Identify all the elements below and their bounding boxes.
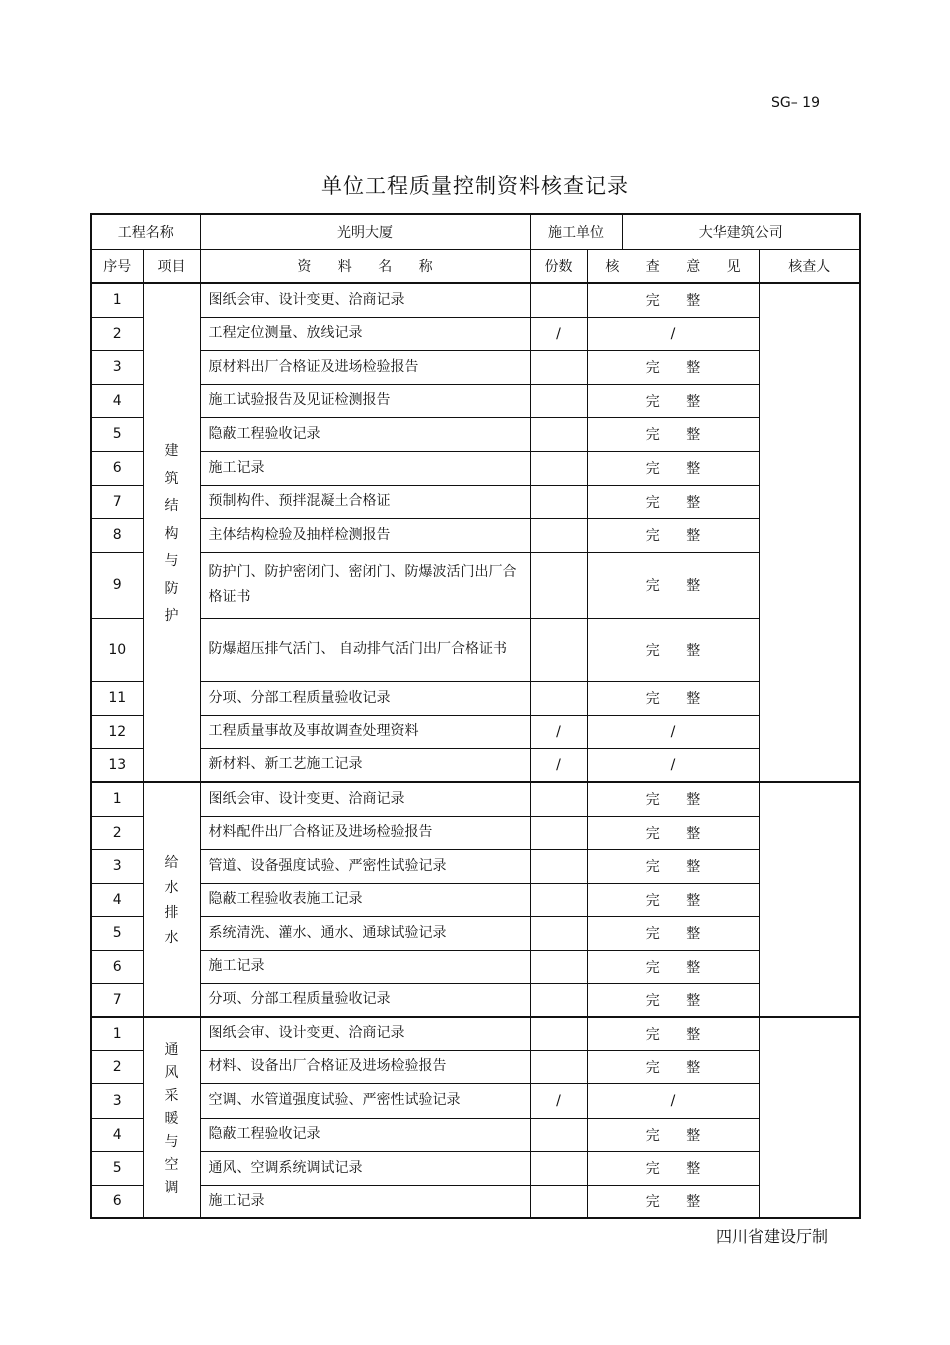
row-seq: 10 <box>91 618 143 681</box>
row-copies <box>530 1118 587 1151</box>
row-copies <box>530 950 587 983</box>
table-row <box>91 983 860 1017</box>
row-seq: 2 <box>91 816 143 849</box>
category-char: 通 <box>164 1041 179 1058</box>
column-header-row <box>91 249 860 283</box>
row-seq: 2 <box>91 317 143 350</box>
row-seq: 1 <box>91 782 143 816</box>
category-char: 风 <box>164 1064 179 1081</box>
row-opinion: 完 整 <box>587 782 759 816</box>
row-opinion: 完 整 <box>587 849 759 883</box>
row-seq: 5 <box>91 417 143 451</box>
row-opinion: 完 整 <box>587 1151 759 1185</box>
row-seq: 3 <box>91 1083 143 1118</box>
row-document-name: 施工记录 <box>200 451 530 485</box>
row-opinion: 完 整 <box>587 816 759 849</box>
row-seq: 4 <box>91 384 143 417</box>
row-seq: 7 <box>91 485 143 518</box>
table-row <box>91 681 860 715</box>
row-seq: 7 <box>91 983 143 1017</box>
col-checker-header: 核查人 <box>759 249 860 283</box>
category-char: 构 <box>164 525 179 542</box>
section-category <box>143 283 200 782</box>
row-opinion: / <box>587 317 759 350</box>
row-copies <box>530 417 587 451</box>
row-seq: 3 <box>91 350 143 384</box>
row-opinion: 完 整 <box>587 681 759 715</box>
row-seq: 4 <box>91 883 143 916</box>
row-opinion: 完 整 <box>587 384 759 417</box>
row-opinion: 完 整 <box>587 916 759 950</box>
row-copies <box>530 518 587 552</box>
row-document-name: 材料、设备出厂合格证及进场检验报告 <box>200 1050 530 1083</box>
table-row <box>91 1050 860 1083</box>
row-document-name: 原材料出厂合格证及进场检验报告 <box>200 350 530 384</box>
row-copies <box>530 1017 587 1050</box>
row-copies <box>530 485 587 518</box>
row-opinion: 完 整 <box>587 1185 759 1218</box>
row-copies: / <box>530 1083 587 1118</box>
project-name-label: 工程名称 <box>91 214 200 249</box>
row-document-name: 系统清洗、灌水、通水、通球试验记录 <box>200 916 530 950</box>
row-opinion: 完 整 <box>587 983 759 1017</box>
table-row <box>91 916 860 950</box>
row-seq: 8 <box>91 518 143 552</box>
section-checker <box>759 283 860 782</box>
row-document-name: 主体结构检验及抽样检测报告 <box>200 518 530 552</box>
row-copies <box>530 1050 587 1083</box>
row-document-name: 管道、设备强度试验、严密性试验记录 <box>200 849 530 883</box>
row-copies <box>530 384 587 417</box>
table-row <box>91 384 860 417</box>
table-row <box>91 1185 860 1218</box>
table-row <box>91 715 860 748</box>
construction-unit-label: 施工单位 <box>530 214 622 249</box>
category-char: 排 <box>164 905 179 921</box>
row-document-name: 隐蔽工程验收记录 <box>200 1118 530 1151</box>
category-char: 与 <box>164 1133 179 1150</box>
category-char: 水 <box>164 880 179 896</box>
row-copies <box>530 1185 587 1218</box>
row-opinion: 完 整 <box>587 485 759 518</box>
row-opinion: / <box>587 748 759 782</box>
row-document-name: 预制构件、预拌混凝土合格证 <box>200 485 530 518</box>
row-document-name: 工程质量事故及事故调查处理资料 <box>200 715 530 748</box>
row-document-name: 分项、分部工程质量验收记录 <box>200 983 530 1017</box>
form-code: SG– 19 <box>771 95 820 111</box>
table-row <box>91 451 860 485</box>
row-copies <box>530 782 587 816</box>
table-row <box>91 417 860 451</box>
row-document-name: 图纸会审、设计变更、洽商记录 <box>200 1017 530 1050</box>
row-copies <box>530 883 587 916</box>
row-document-name: 防护门、防护密闭门、密闭门、防爆波活门出厂合格证书 <box>200 552 530 618</box>
row-seq: 6 <box>91 950 143 983</box>
category-char: 水 <box>164 930 179 946</box>
section-category <box>143 1017 200 1218</box>
row-seq: 13 <box>91 748 143 782</box>
table-row <box>91 350 860 384</box>
col-seq-header: 序号 <box>91 249 143 283</box>
row-copies <box>530 681 587 715</box>
category-char: 调 <box>164 1179 179 1196</box>
row-opinion: / <box>587 1083 759 1118</box>
project-info-row <box>91 214 860 249</box>
project-name-value: 光明大厦 <box>200 214 530 249</box>
row-opinion: 完 整 <box>587 552 759 618</box>
table-row <box>91 283 860 317</box>
construction-unit-value: 大华建筑公司 <box>622 214 860 249</box>
row-opinion: 完 整 <box>587 518 759 552</box>
row-copies <box>530 283 587 317</box>
row-copies <box>530 983 587 1017</box>
table-row <box>91 1151 860 1185</box>
row-opinion: 完 整 <box>587 350 759 384</box>
row-seq: 3 <box>91 849 143 883</box>
table-row <box>91 849 860 883</box>
table-row <box>91 1083 860 1118</box>
table-row <box>91 485 860 518</box>
category-char: 防 <box>164 580 179 597</box>
col-item-header: 项目 <box>143 249 200 283</box>
row-document-name: 空调、水管道强度试验、严密性试验记录 <box>200 1083 530 1118</box>
category-char: 采 <box>164 1087 179 1104</box>
row-seq: 6 <box>91 1185 143 1218</box>
row-opinion: 完 整 <box>587 451 759 485</box>
row-seq: 12 <box>91 715 143 748</box>
row-opinion: 完 整 <box>587 1017 759 1050</box>
table-row <box>91 1118 860 1151</box>
category-char: 结 <box>164 498 179 514</box>
category-char: 建 <box>164 443 179 459</box>
row-copies <box>530 552 587 618</box>
row-document-name: 隐蔽工程验收表施工记录 <box>200 883 530 916</box>
table-row <box>91 1017 860 1050</box>
col-opinion-header: 核 查 意 见 <box>587 249 759 283</box>
row-seq: 9 <box>91 552 143 618</box>
table-row <box>91 950 860 983</box>
row-copies <box>530 1151 587 1185</box>
row-document-name: 施工记录 <box>200 1185 530 1218</box>
row-document-name: 隐蔽工程验收记录 <box>200 417 530 451</box>
category-char: 与 <box>164 553 179 569</box>
page-title: 单位工程质量控制资料核查记录 <box>321 174 629 198</box>
sections-body <box>91 283 860 1218</box>
row-document-name: 施工记录 <box>200 950 530 983</box>
row-opinion: 完 整 <box>587 618 759 681</box>
row-opinion: 完 整 <box>587 950 759 983</box>
col-name-header: 资 料 名 称 <box>200 249 530 283</box>
issuer-footer: 四川省建设厅制 <box>715 1227 828 1246</box>
category-char: 空 <box>164 1156 179 1173</box>
table-row <box>91 883 860 916</box>
row-copies <box>530 916 587 950</box>
row-document-name: 分项、分部工程质量验收记录 <box>200 681 530 715</box>
row-seq: 1 <box>91 1017 143 1050</box>
row-opinion: 完 整 <box>587 1118 759 1151</box>
row-opinion: 完 整 <box>587 883 759 916</box>
row-opinion: 完 整 <box>587 283 759 317</box>
row-document-name: 工程定位测量、放线记录 <box>200 317 530 350</box>
table-row <box>91 552 860 618</box>
row-opinion: 完 整 <box>587 1050 759 1083</box>
category-char: 筑 <box>164 470 179 487</box>
row-document-name: 图纸会审、设计变更、洽商记录 <box>200 283 530 317</box>
table-row <box>91 518 860 552</box>
row-copies <box>530 451 587 485</box>
table-row <box>91 782 860 816</box>
table-row <box>91 317 860 350</box>
row-opinion: 完 整 <box>587 417 759 451</box>
row-opinion: / <box>587 715 759 748</box>
row-document-name: 材料配件出厂合格证及进场检验报告 <box>200 816 530 849</box>
table-row <box>91 748 860 782</box>
row-document-name: 图纸会审、设计变更、洽商记录 <box>200 782 530 816</box>
row-document-name: 通风、空调系统调试记录 <box>200 1151 530 1185</box>
category-char: 暖 <box>164 1110 179 1127</box>
row-seq: 1 <box>91 283 143 317</box>
row-document-name: 新材料、新工艺施工记录 <box>200 748 530 782</box>
section-category <box>143 782 200 1017</box>
row-seq: 2 <box>91 1050 143 1083</box>
col-copies-header: 份数 <box>530 249 587 283</box>
table-row <box>91 618 860 681</box>
table-row <box>91 816 860 849</box>
category-char: 护 <box>164 608 179 624</box>
row-copies: / <box>530 317 587 350</box>
inspection-table <box>90 213 861 1219</box>
row-seq: 4 <box>91 1118 143 1151</box>
row-seq: 11 <box>91 681 143 715</box>
category-char: 给 <box>164 855 179 871</box>
section-checker <box>759 782 860 1017</box>
section-checker <box>759 1017 860 1218</box>
row-document-name: 施工试验报告及见证检测报告 <box>200 384 530 417</box>
row-copies <box>530 618 587 681</box>
row-copies <box>530 849 587 883</box>
row-document-name: 防爆超压排气活门、 自动排气活门出厂合格证书 <box>200 618 530 681</box>
row-copies <box>530 350 587 384</box>
row-seq: 5 <box>91 1151 143 1185</box>
row-copies: / <box>530 748 587 782</box>
row-seq: 6 <box>91 451 143 485</box>
row-copies <box>530 816 587 849</box>
row-seq: 5 <box>91 916 143 950</box>
row-copies: / <box>530 715 587 748</box>
